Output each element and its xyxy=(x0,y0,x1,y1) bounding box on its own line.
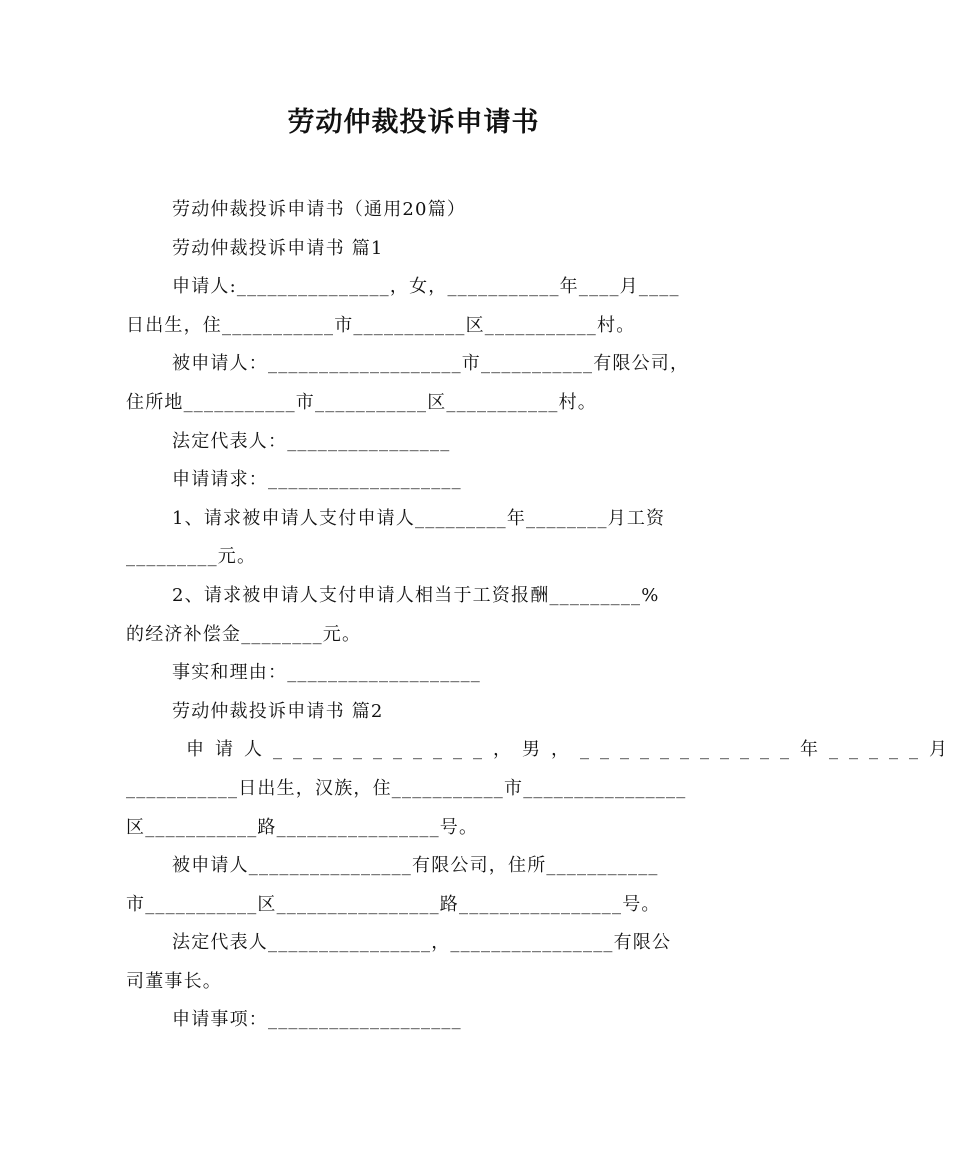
respondent-2-line: 被申请人________________有限公司，住所___________ xyxy=(172,855,659,877)
applicant-2-line: 申请人___________，男，___________年_____月 xyxy=(186,739,958,761)
section-heading-1: 劳动仲裁投诉申请书 篇1 xyxy=(172,237,384,259)
applicant-line: 申请人:_______________，女，___________年____月____ xyxy=(172,276,680,298)
facts-reasons-line: 事实和理由：___________________ xyxy=(172,662,481,684)
request-item-2-line: 2、请求被申请人支付申请人相当于工资报酬_________% xyxy=(172,584,660,606)
request-item-2-continuation: 的经济补偿金________元。 xyxy=(126,623,362,645)
request-item-1-continuation: _________元。 xyxy=(126,546,257,568)
subtitle-line: 劳动仲裁投诉申请书（通用20篇） xyxy=(172,199,467,220)
request-item-1-line: 1、请求被申请人支付申请人_________年________月工资 xyxy=(172,507,666,529)
document-title: 劳动仲裁投诉申请书 xyxy=(287,107,540,138)
section-heading-2: 劳动仲裁投诉申请书 篇2 xyxy=(172,700,384,722)
respondent-line: 被申请人：___________________市___________有限公司， xyxy=(172,353,690,375)
legal-representative-line: 法定代表人：________________ xyxy=(172,430,451,452)
legal-representative-2-continuation: 司董事长。 xyxy=(126,970,222,992)
request-heading-line: 申请请求：___________________ xyxy=(172,469,462,491)
document-body xyxy=(126,191,958,1040)
respondent-2-address-line: 市___________区________________路________________号。 xyxy=(126,893,661,915)
application-matters-line: 申请事项：___________________ xyxy=(172,1009,462,1031)
respondent-address-line: 住所地___________市___________区___________村。 xyxy=(126,391,597,413)
applicant-continuation-line: 日出生，住___________市___________区___________村。 xyxy=(126,314,636,336)
applicant-2-address-line: 区___________路________________号。 xyxy=(126,816,479,838)
legal-representative-2-line: 法定代表人________________，________________有限公 xyxy=(172,932,672,954)
applicant-2-continuation-line: ___________日出生，汉族，住___________市________________ xyxy=(126,777,687,799)
